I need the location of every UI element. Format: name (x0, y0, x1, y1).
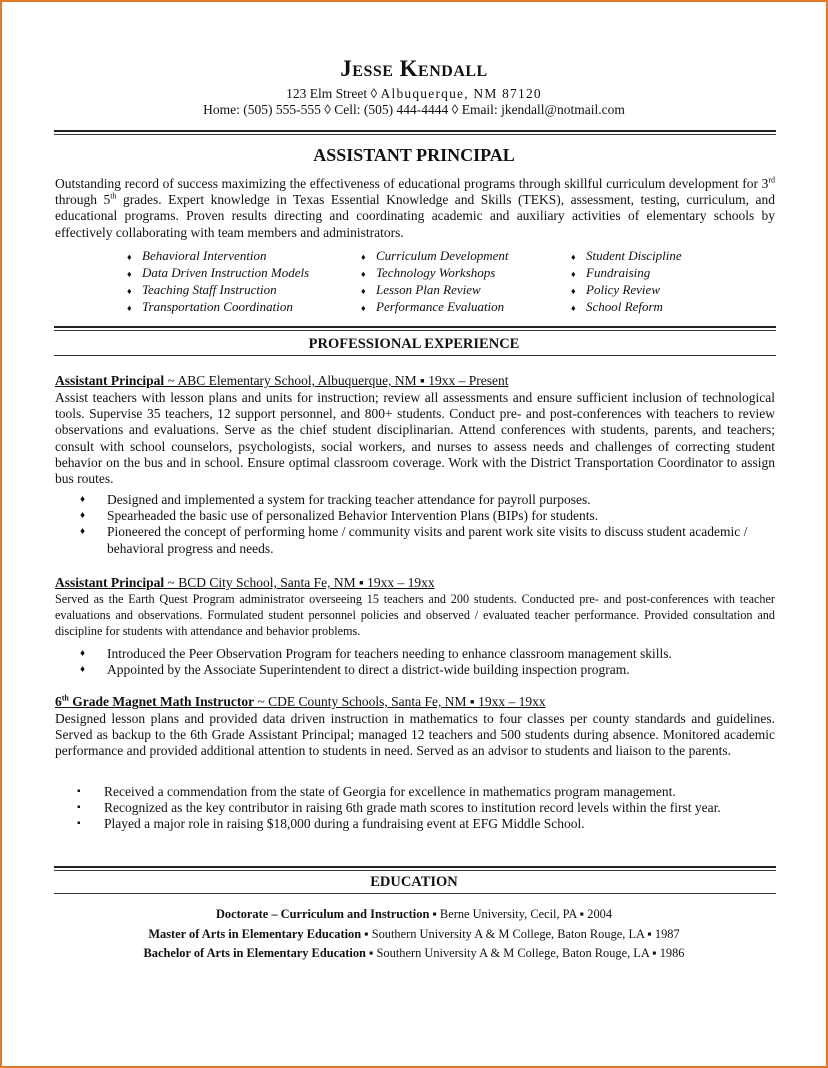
list-item (80, 524, 770, 556)
education-rule-top-thin (54, 870, 776, 871)
achievement-text: Received a commendation from the state of Georgia for excellence in mathematics program management. (104, 784, 676, 799)
degree-name: Master of Arts in Elementary Education (148, 927, 362, 941)
diamond-bullet-icon: ♦ (127, 252, 132, 262)
candidate-name: Jesse Kendall (340, 56, 488, 81)
job-achievements (80, 646, 770, 678)
header-rule (54, 130, 776, 132)
diamond-bullet-icon: ♦ (80, 526, 86, 538)
list-item (80, 508, 770, 524)
square-bullet-icon: ▪ (77, 786, 81, 797)
job-heading (55, 694, 546, 710)
skill-item (361, 248, 509, 265)
job-heading (55, 373, 508, 389)
job-title: Assistant Principal (55, 575, 165, 590)
address-line (0, 86, 828, 102)
achievement-text: Designed and implemented a system for tracking teacher attendance for payroll purposes. (107, 492, 591, 507)
job-organization: ~ BCD City School, Santa Fe, NM ▪ 19xx – 19xx (164, 575, 435, 590)
experience-rule-top (54, 326, 776, 328)
address-city: Albuquerque, NM 87120 (380, 86, 542, 101)
skills-column-1 (127, 248, 309, 316)
header-rule-thin (54, 134, 776, 135)
skill-item (571, 248, 682, 265)
job-title-text: Grade Magnet Math Instructor (68, 694, 255, 709)
skill-label: Transportation Coordination (142, 299, 293, 314)
education-entry (0, 907, 828, 922)
diamond-bullet-icon: ♦ (571, 303, 576, 313)
skill-item (571, 282, 682, 299)
job-description: Served as the Earth Quest Program administrator overseeing 15 teachers and 200 students. Conducted pre- and post-conferences with teacher evaluations and observations. Formulated student personnel policies and observed / evaluated teacher performance. Provided consultation and discipline for students with attendance and behavior problems. (55, 592, 775, 638)
degree-name: Bachelor of Arts in Elementary Education (143, 946, 366, 960)
contact-line: Home: (505) 555-555 ◊ Cell: (505) 444-4444 ◊ Email: jkendall@notmail.com (203, 102, 625, 117)
skill-label: Data Driven Instruction Models (142, 265, 310, 280)
diamond-bullet-icon: ♦ (361, 286, 366, 296)
diamond-bullet-icon: ♦ (127, 303, 132, 313)
summary-paragraph (55, 176, 775, 241)
achievement-text: Pioneered the concept of performing home / community visits and parent work site visits to discuss student academic / behavioral progress and needs. (107, 524, 748, 556)
education-entry (0, 946, 828, 961)
summary-text-1: Outstanding record of success maximizing the effectiveness of educational programs through skillful curriculum development for 3 (55, 176, 769, 191)
skill-label: Curriculum Development (376, 248, 509, 263)
diamond-bullet-icon: ♦ (80, 494, 86, 505)
achievement-text: Appointed by the Associate Superintendent to direct a district-wide building inspection program. (107, 662, 630, 678)
skill-label: Student Discipline (586, 248, 682, 263)
education-rule-bottom (54, 893, 776, 894)
job-achievements (80, 492, 770, 557)
education-heading: EDUCATION (370, 874, 458, 890)
list-item (77, 816, 767, 832)
diamond-bullet-icon: ♦ (571, 269, 576, 279)
job-title-number: 6 (55, 694, 62, 709)
skill-item (361, 265, 509, 282)
skill-item (127, 248, 309, 265)
summary-text-3: grades. Expert knowledge in Texas Essential Knowledge and Skills (TEKS), assessment, testing, curriculum, and educational programs. Proven results directing and coordinating academic and auxiliary activities of elementary schools by effectively collaborating with team members and administrators. (55, 192, 775, 240)
list-item (80, 646, 770, 662)
diamond-bullet-icon: ♦ (361, 303, 366, 313)
list-item (77, 800, 767, 816)
skill-item (127, 282, 309, 299)
education-rule-top (54, 866, 776, 868)
diamond-bullet-icon: ♦ (80, 510, 86, 522)
skill-item (571, 265, 682, 282)
degree-detail: ▪ Southern University A & M College, Baton Rouge, LA ▪ 1987 (361, 927, 680, 941)
experience-rule-top-thin (54, 330, 776, 331)
skill-label: Lesson Plan Review (376, 282, 481, 297)
skill-label: Teaching Staff Instruction (142, 282, 277, 297)
job-organization: ~ ABC Elementary School, Albuquerque, NM ▪ 19xx – Present (164, 373, 509, 388)
skills-column-3 (571, 248, 682, 316)
diamond-bullet-icon: ♦ (571, 252, 576, 262)
degree-detail: ▪ Berne University, Cecil, PA ▪ 2004 (429, 907, 613, 921)
degree-detail: ▪ Southern University A & M College, Baton Rouge, LA ▪ 1986 (365, 946, 685, 960)
job-title-sup: th (61, 693, 69, 703)
job-organization: ~ CDE County Schools, Santa Fe, NM ▪ 19xx – 19xx (254, 694, 546, 709)
list-item (77, 784, 767, 800)
list-item (80, 492, 770, 508)
objective-title: ASSISTANT PRINCIPAL (313, 145, 515, 165)
address-separator: ◊ (370, 86, 378, 101)
job-description: Assist teachers with lesson plans and units for instruction; review all assessments and ensure sufficient inclusion of technological tools. Supervise 35 teachers, 12 support personnel, and 800+ students. Conduct pre- and post-conferences with teachers to review observations and evaluations. Serve as the chief student disciplinarian. Attend conferences with students, parents, and teachers; consult with school counselors, psychologists, social workers, and nurses to assess needs and challenges of correcting student behavior on the bus and in school. Ensure optimal classroom coverage. Work with the District Transportation Coordinator to assign bus routes. (55, 390, 775, 487)
skill-item (571, 299, 682, 316)
diamond-bullet-icon: ♦ (571, 286, 576, 296)
job-achievements (77, 784, 767, 833)
summary-sup-1: rd (768, 175, 775, 185)
experience-rule-bottom (54, 355, 776, 356)
summary-text-2: through 5 (55, 192, 111, 208)
job-description: Designed lesson plans and provided data driven instruction in mathematics to four classes per county standards and guidelines. Served as backup to the 6th Grade Assistant Principal; managed 12 teachers and 500 students during absence. Monitored academic performance and provided additional attention to students in need. Served as an advisor to students and liaison to the parents. (55, 711, 775, 759)
experience-heading: PROFESSIONAL EXPERIENCE (308, 336, 520, 352)
skills-column-2 (361, 248, 509, 316)
skill-label: Technology Workshops (376, 265, 496, 280)
square-bullet-icon: ▪ (77, 802, 81, 814)
skill-label: Behavioral Intervention (142, 248, 267, 263)
skill-label: Fundraising (586, 265, 651, 280)
achievement-text: Played a major role in raising $18,000 during a fundraising event at EFG Middle School. (104, 816, 585, 832)
job-title (55, 694, 254, 709)
degree-name: Doctorate – Curriculum and Instruction (215, 907, 430, 921)
skill-item (127, 265, 309, 282)
diamond-bullet-icon: ♦ (127, 286, 132, 296)
job-title: Assistant Principal (55, 373, 165, 388)
education-entry (0, 927, 828, 942)
achievement-text: Recognized as the key contributor in raising 6th grade math scores to institution record levels within the first year. (104, 800, 721, 816)
summary-sup-2: th (110, 191, 117, 201)
skill-item (361, 299, 509, 316)
diamond-bullet-icon: ♦ (80, 664, 86, 676)
skill-label: Policy Review (586, 282, 660, 297)
job-heading (55, 575, 435, 591)
skill-label: School Reform (586, 299, 663, 314)
skill-item (127, 299, 309, 316)
achievement-text: Spearheaded the basic use of personalized Behavior Intervention Plans (BIPs) for students. (107, 508, 599, 524)
diamond-bullet-icon: ♦ (361, 252, 366, 262)
diamond-bullet-icon: ♦ (127, 269, 132, 279)
skill-label: Performance Evaluation (376, 299, 505, 314)
square-bullet-icon: ▪ (77, 818, 81, 830)
achievement-text: Introduced the Peer Observation Program for teachers needing to enhance classroom management skills. (107, 646, 672, 661)
address-street: 123 Elm Street (286, 86, 368, 101)
diamond-bullet-icon: ♦ (361, 269, 366, 279)
list-item (80, 662, 770, 678)
skill-item (361, 282, 509, 299)
diamond-bullet-icon: ♦ (80, 648, 86, 659)
